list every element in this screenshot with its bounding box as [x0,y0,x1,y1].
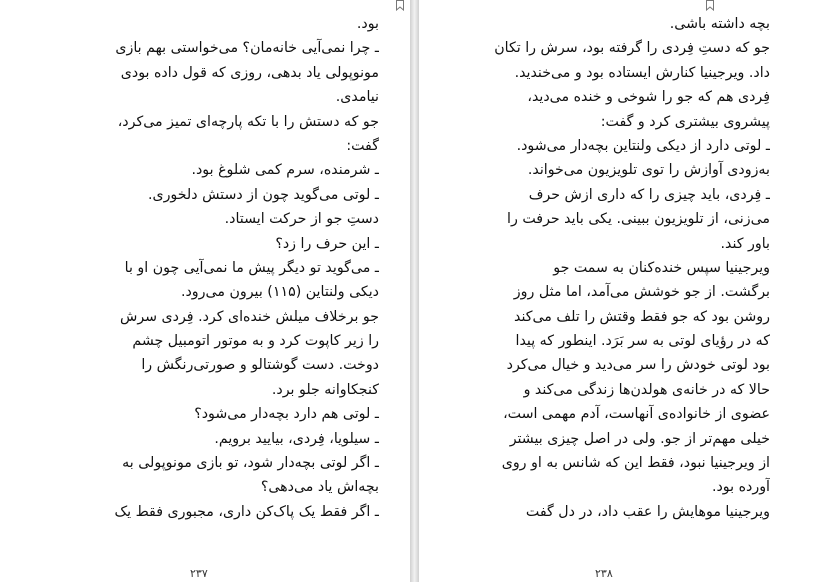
text-line: دوخت. دست گوشتالو و صورتی‌رنگش را [141,357,379,374]
text-line: از ویرجینیا نبود، فقط این که شانس به او روی [501,455,770,472]
right-page-text [428,12,770,524]
text-line: را زیر کاپوت کرد و به موتور اتومبیل چشم [132,333,379,350]
text-line: ـ اگر فقط یک پاک‌کن داری، مجبوری فقط یک [114,503,379,520]
text-line: ـ فِردی، باید چیزی را که داری ازش حرف [528,186,770,203]
text-line: ـ چرا نمی‌آیی خانه‌مان؟ می‌خواستی بهم بازی [115,40,379,57]
text-line: بود. [356,16,379,32]
left-page [0,0,410,582]
text-line: ـ لوتی دارد از دیکی ولنتاین بچه‌دار می‌شود. [516,137,770,154]
bookmark-icon[interactable] [396,0,404,11]
text-line: خیلی مهم‌تر از جو. ولی در اصل چیزی بیشتر [509,430,770,447]
text-line: برگشت. از جو خوشش می‌آمد، اما مثل روز [513,284,770,301]
text-line: روشن بود که جو فقط وقتش را تلف می‌کند [514,308,770,325]
text-line: دستِ جو از حرکت ایستاد. [224,211,379,228]
text-line: ویرجینیا موهایش را عقب داد، در دل گفت [525,503,770,520]
text-line: به‌زودی آوازش را توی تلویزیون می‌خواند. [527,162,770,179]
text-line: آورده بود. [711,479,770,496]
text-line: مونوپولی یاد بدهی، روزی که قول داده بودی [120,64,379,81]
text-line: حالا که در خانه‌ی هولدن‌ها زندگی می‌کند و [523,381,770,398]
text-line: فِردی هم که جو را شوخی و خنده می‌دید، [527,89,770,106]
left-page-text [27,12,379,524]
text-line: بچه‌اش یاد می‌دهی؟ [260,479,379,496]
text-line: گفت: [346,137,379,154]
text-line: بچه داشته باشی. [669,16,770,32]
text-line: جو که دستِ فِردی را گرفته بود، سرش را تکان [494,40,770,57]
text-line: ـ لوتی می‌گوید چون از دستش دلخوری. [147,186,379,203]
text-line: ـ سیلویا، فِردی، بیایید برویم. [214,430,379,447]
text-line: داد. ویرجینیا کنارش ایستاده بود و می‌خندید. [514,64,770,81]
bookmark-icon[interactable] [706,0,714,11]
text-line: ویرجینیا سپس خنده‌کنان به سمت جو [553,259,770,276]
text-line: ـ شرمنده، سرم کمی شلوغ بود. [191,162,379,179]
text-line: که در رؤیای لوتی به سر بَرَد. اینطور که پیدا [515,333,770,350]
text-line: نیامدی. [335,89,379,106]
right-page [419,0,829,582]
text-line: ـ لوتی هم دارد بچه‌دار می‌شود؟ [194,406,379,423]
text-line: عضوی از خانواده‌ی آنهاست، آدم مهمی است، [503,406,770,423]
text-line: بود لوتی خودش را سر می‌دید و خیال می‌کرد [506,357,770,374]
text-line: می‌زنی، از تلویزیون ببینی. یکی باید حرفت را [507,211,770,228]
text-line: پیشروی بیشتری کرد و گفت: [600,113,770,130]
text-line: جو برخلاف میلش خنده‌ای کرد. فِردی سرش [120,308,379,325]
text-line: ـ می‌گوید تو دیگر پیش ما نمی‌آیی چون او با [124,259,379,276]
right-page-number: ۲۳۸ [595,567,613,580]
text-line: دیکی ولنتاین (۱۱۵) بیرون می‌رود. [180,284,379,301]
book-gutter [410,0,419,582]
left-page-number: ۲۳۷ [190,567,208,580]
text-line: جو که دستش را با تکه پارچه‌ای تمیز می‌کرد، [117,113,379,130]
text-line: کنجکاوانه جلو برد. [271,381,379,398]
text-line: ـ اگر لوتی بچه‌دار شود، تو بازی مونوپولی به [122,455,379,472]
text-line: ـ این حرف را زد؟ [275,235,379,252]
text-line: باور کند. [720,235,770,252]
